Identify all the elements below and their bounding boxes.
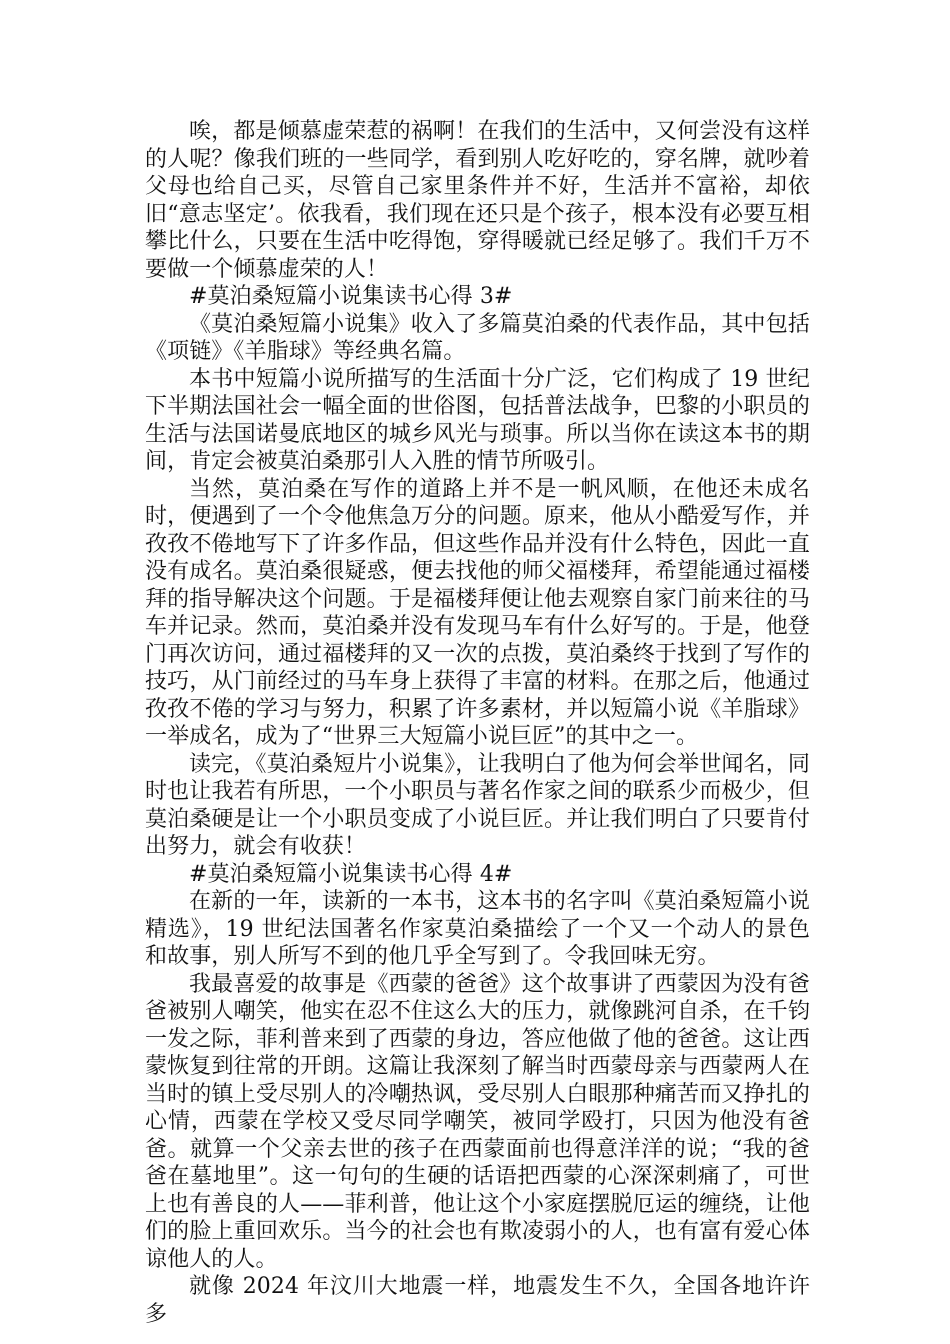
paragraph-simon-story: 我最喜爱的故事是《西蒙的爸爸》这个故事讲了西蒙因为没有爸爸被别人嘲笑，他实在忍不住这么大的压力，就像跳河自杀，在千钧一发之际，菲利普来到了西蒙的身边，答应他做了他的爸爸。这让西蒙恢复到往常的开朗。这篇让我深刻了解当时西蒙母亲与西蒙两人在当时的镇上受尽别人的冷嘲热讽，受尽别人白眼那种痛苦而又挣扎的心情，西蒙在学校又受尽同学嘲笑，被同学殴打，只因为他没有爸爸。就算一个父亲去世的孩子在西蒙面前也得意洋洋的说；“我的爸爸在墓地里”。这一句句的生硬的话语把西蒙的心深深刺痛了，可世上也有善良的人——菲利普，他让这个小家庭摆脱厄运的缠绕，让他们的脸上重回欢乐。当今的社会也有欺凌弱小的人，也有富有爱心体谅他人的人。 (145, 971, 810, 1272)
document-body (145, 118, 810, 1328)
section-heading-4: #莫泊桑短篇小说集读书心得 4# (189, 861, 513, 887)
paragraph-vanity-conclusion: 唉，都是倾慕虚荣惹的祸啊！在我们的生活中，又何尝没有这样的人呢？像我们班的一些同学，看到别人吃好吃的，穿名牌，就吵着父母也给自己买，尽管自己家里条件并不好，生活并不富裕，却依旧“意志坚定’。依我看，我们现在还只是个孩子，根本没有必要互相攀比什么，只要在生活中吃得饱，穿得暖就已经足够了。我们千万不要做一个倾慕虚荣的人！ (145, 119, 810, 282)
section-heading-3: #莫泊桑短篇小说集读书心得 3# (189, 284, 513, 309)
paragraph-earthquake: 就像 2024 年汶川大地震一样，地震发生不久，全国各地许许多 (145, 1274, 810, 1327)
paragraph-book-content: 本书中短篇小说所描写的生活面十分广泛，它们构成了 19 世纪下半期法国社会一幅全面的世俗图，包括普法战争，巴黎的小职员的生活与法国诺曼底地区的城乡风光与琐事。所以当你在读这本书的期间，肯定会被莫泊桑那引人入胜的情节所吸引。 (145, 366, 810, 474)
paragraph-reflection-3: 读完，《莫泊桑短片小说集》，让我明白了他为何会举世闻名，同时也让我若有所思，一个小职员与著名作家之间的联系少而极少，但莫泊桑硬是让一个小职员变成了小说巨匠。并让我们明白了只要肯付出努力，就会有收获！ (145, 751, 810, 859)
paragraph-maupassant-writing-path: 当然，莫泊桑在写作的道路上并不是一帆风顺，在他还未成名时，便遇到了一个令他焦急万分的问题。原来，他从小酷爱写作，并孜孜不倦地写下了许多作品，但这些作品并没有什么特色，因此一直没有成名。莫泊桑很疑惑，便去找他的师父福楼拜，希望能通过福楼拜的指导解决这个问题。于是福楼拜便让他去观察自家门前来往的马车并记录。然而，莫泊桑并没有发现马车有什么好写的。于是，他登门再次访问，通过福楼拜的又一次的点拨，莫泊桑终于找到了写作的技巧，从门前经过的马车身上获得了丰富的材料。在那之后，他通过孜孜不倦的学习与努力，积累了许多素材，并以短篇小说《羊脂球》一举成名，成为了“世界三大短篇小说巨匠”的其中之一。 (145, 476, 810, 749)
paragraph-new-year-reading: 在新的一年，读新的一本书，这本书的名字叫《莫泊桑短篇小说精选》，19 世纪法国著名作家莫泊桑描绘了一个又一个动人的景色和故事，别人所写不到的他几乎全写到了。令我回味无穷。 (145, 889, 810, 969)
paragraph-collection-intro: 《莫泊桑短篇小说集》收入了多篇莫泊桑的代表作品，其中包括《项链》《羊脂球》等经典名篇。 (145, 311, 810, 364)
